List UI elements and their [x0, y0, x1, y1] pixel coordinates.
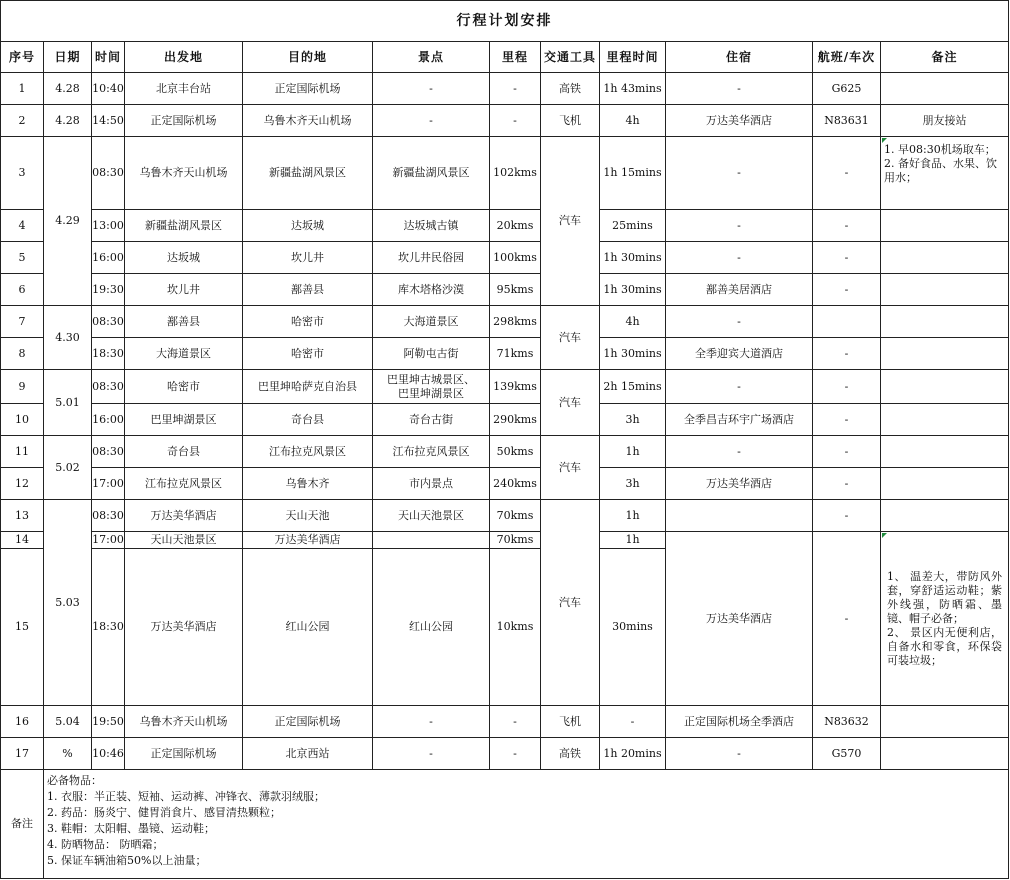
flight-cell: - [813, 137, 881, 210]
row-to-cell: 北京西站 [243, 738, 373, 770]
sheet-title: 行程计划安排 [0, 0, 1009, 42]
transport-cell: 高铁 [541, 73, 600, 105]
date-cell: 5.03 [44, 500, 92, 706]
row-dist-cell: - [490, 738, 541, 770]
transport-cell: 汽车 [541, 436, 600, 500]
remark-cell [881, 706, 1009, 738]
row-spot-cell: 巴里坤古城景区、 巴里坤湖景区 [373, 370, 490, 404]
row-no-cell: 16 [0, 706, 44, 738]
hotel-cell: 全季昌吉环宇广场酒店 [666, 404, 813, 436]
transport-cell: 汽车 [541, 370, 600, 436]
date-cell: 4.29 [44, 137, 92, 306]
header-cell: 时间 [92, 42, 125, 73]
header-cell: 出发地 [125, 42, 243, 73]
row-no-cell: 6 [0, 274, 44, 306]
transport-cell: 汽车 [541, 500, 600, 706]
row-time-cell: 10:46 [92, 738, 125, 770]
hotel-cell: - [666, 738, 813, 770]
footer-line: 2. 药品：肠炎宁、健胃消食片、感冒清热颗粒； [47, 806, 281, 819]
row-no-cell: 9 [0, 370, 44, 404]
footer-line: 1. 衣服：半正装、短袖、运动裤、冲锋衣、薄款羽绒服； [47, 790, 325, 803]
row-from-cell: 天山天池景区 [125, 532, 243, 549]
row-dist-cell: 139kms [490, 370, 541, 404]
row-no-cell: 4 [0, 210, 44, 242]
row-dur-cell: 4h [600, 105, 666, 137]
row-dist-cell: - [490, 105, 541, 137]
footer-line: 必备物品： [47, 774, 102, 787]
header-cell: 日期 [44, 42, 92, 73]
row-no-cell: 12 [0, 468, 44, 500]
row-time-cell: 08:30 [92, 436, 125, 468]
remark-cell [881, 468, 1009, 500]
row-from-cell: 乌鲁木齐天山机场 [125, 137, 243, 210]
row-time-cell: 19:30 [92, 274, 125, 306]
header-cell: 交通工具 [541, 42, 600, 73]
row-dist-cell: 10kms [490, 549, 541, 706]
header-cell: 序号 [0, 42, 44, 73]
row-time-cell: 18:30 [92, 338, 125, 370]
remark-cell [881, 500, 1009, 532]
header-cell: 里程 [490, 42, 541, 73]
row-no-cell: 14 [0, 532, 44, 549]
hotel-cell: - [666, 436, 813, 468]
row-spot-cell: 奇台古街 [373, 404, 490, 436]
row-time-cell: 08:30 [92, 306, 125, 338]
row-dur-cell: 1h [600, 532, 666, 549]
row-dist-cell: 95kms [490, 274, 541, 306]
row-to-cell: 红山公园 [243, 549, 373, 706]
row-spot-cell: 江布拉克风景区 [373, 436, 490, 468]
flight-cell: - [813, 370, 881, 404]
flight-cell [813, 306, 881, 338]
row-spot-cell: 库木塔格沙漠 [373, 274, 490, 306]
row-dist-cell: 102kms [490, 137, 541, 210]
row-to-cell: 巴里坤哈萨克自治县 [243, 370, 373, 404]
row-spot-cell: 阿勒屯古街 [373, 338, 490, 370]
row-no-cell: 17 [0, 738, 44, 770]
row-from-cell: 北京丰台站 [125, 73, 243, 105]
row-time-cell: 13:00 [92, 210, 125, 242]
row-spot-cell: 红山公园 [373, 549, 490, 706]
row-dist-cell: - [490, 73, 541, 105]
row-from-cell: 江布拉克风景区 [125, 468, 243, 500]
flight-cell: N83632 [813, 706, 881, 738]
row-dist-cell: 100kms [490, 242, 541, 274]
row-time-cell: 17:00 [92, 468, 125, 500]
comment-indicator-icon [882, 533, 887, 538]
row-to-cell: 哈密市 [243, 338, 373, 370]
row-time-cell: 16:00 [92, 242, 125, 274]
row-to-cell: 乌鲁木齐天山机场 [243, 105, 373, 137]
row-no-cell: 7 [0, 306, 44, 338]
row-time-cell: 19:50 [92, 706, 125, 738]
row-from-cell: 坎儿井 [125, 274, 243, 306]
row-to-cell: 坎儿井 [243, 242, 373, 274]
header-cell: 备注 [881, 42, 1009, 73]
row-no-cell: 1 [0, 73, 44, 105]
row-from-cell: 新疆盐湖风景区 [125, 210, 243, 242]
footer-line: 3. 鞋帽：太阳帽、墨镜、运动鞋； [47, 822, 215, 835]
row-to-cell: 天山天池 [243, 500, 373, 532]
flight-cell: - [813, 210, 881, 242]
remark-cell: 朋友接站 [881, 105, 1009, 137]
hotel-cell: - [666, 210, 813, 242]
remark-cell: 1、 温差大，带防风外套，穿舒适运动鞋；紫外线强，防晒霜、墨镜、帽子必备； 2、 景区内无便利店，自备水和零食，环保袋可装垃圾； [881, 532, 1009, 706]
hotel-cell: 全季迎宾大道酒店 [666, 338, 813, 370]
row-from-cell: 奇台县 [125, 436, 243, 468]
row-dist-cell: 240kms [490, 468, 541, 500]
row-to-cell: 万达美华酒店 [243, 532, 373, 549]
flight-cell: - [813, 500, 881, 532]
transport-cell: 飞机 [541, 105, 600, 137]
row-to-cell: 新疆盐湖风景区 [243, 137, 373, 210]
row-dur-cell: 1h [600, 436, 666, 468]
row-dur-cell: 1h 30mins [600, 274, 666, 306]
hotel-cell: 万达美华酒店 [666, 105, 813, 137]
remark-cell [881, 73, 1009, 105]
remark-cell [881, 306, 1009, 338]
footer-line: 5. 保证车辆油箱50%以上油量； [47, 854, 207, 867]
row-spot-cell: - [373, 706, 490, 738]
row-from-cell: 万达美华酒店 [125, 500, 243, 532]
row-from-cell: 哈密市 [125, 370, 243, 404]
remark-cell [881, 338, 1009, 370]
remark-cell [881, 404, 1009, 436]
date-cell: 4.30 [44, 306, 92, 370]
footer-line: 4. 防晒物品： 防晒霜； [47, 838, 164, 851]
row-from-cell: 达坂城 [125, 242, 243, 274]
flight-cell: - [813, 404, 881, 436]
transport-cell: 汽车 [541, 306, 600, 370]
row-from-cell: 巴里坤湖景区 [125, 404, 243, 436]
flight-cell: - [813, 436, 881, 468]
row-dist-cell: 298kms [490, 306, 541, 338]
row-time-cell: 08:30 [92, 137, 125, 210]
row-dist-cell: 71kms [490, 338, 541, 370]
row-spot-cell: 大海道景区 [373, 306, 490, 338]
header-cell: 住宿 [666, 42, 813, 73]
hotel-cell [666, 500, 813, 532]
row-spot-cell: - [373, 105, 490, 137]
hotel-cell: 万达美华酒店 [666, 532, 813, 706]
date-cell: 4.28 [44, 73, 92, 105]
row-to-cell: 正定国际机场 [243, 73, 373, 105]
flight-cell: - [813, 242, 881, 274]
remark-cell [881, 242, 1009, 274]
header-cell: 航班/车次 [813, 42, 881, 73]
transport-cell: 飞机 [541, 706, 600, 738]
hotel-cell: - [666, 242, 813, 274]
row-time-cell: 16:00 [92, 404, 125, 436]
date-cell: 5.04 [44, 706, 92, 738]
row-to-cell: 乌鲁木齐 [243, 468, 373, 500]
row-dist-cell: 70kms [490, 532, 541, 549]
row-dur-cell: 3h [600, 404, 666, 436]
row-no-cell: 5 [0, 242, 44, 274]
flight-cell: N83631 [813, 105, 881, 137]
hotel-cell: - [666, 73, 813, 105]
remark-cell [881, 436, 1009, 468]
row-dist-cell: 50kms [490, 436, 541, 468]
row-dist-cell: - [490, 706, 541, 738]
row-no-cell: 11 [0, 436, 44, 468]
row-time-cell: 08:30 [92, 370, 125, 404]
date-cell: 5.02 [44, 436, 92, 500]
flight-cell: - [813, 338, 881, 370]
row-time-cell: 18:30 [92, 549, 125, 706]
row-to-cell: 正定国际机场 [243, 706, 373, 738]
row-dur-cell: 1h 20mins [600, 738, 666, 770]
row-dist-cell: 290kms [490, 404, 541, 436]
row-from-cell: 乌鲁木齐天山机场 [125, 706, 243, 738]
header-cell: 里程时间 [600, 42, 666, 73]
footer-items [44, 770, 1009, 879]
row-dist-cell: 70kms [490, 500, 541, 532]
row-from-cell: 正定国际机场 [125, 738, 243, 770]
row-no-cell: 15 [0, 549, 44, 706]
remark-cell: 1. 早08:30机场取车； 2. 备好食品、水果、饮用水； [881, 137, 1009, 210]
remark-cell [881, 738, 1009, 770]
flight-cell: - [813, 468, 881, 500]
header-cell: 景点 [373, 42, 490, 73]
row-from-cell: 大海道景区 [125, 338, 243, 370]
row-spot-cell: 天山天池景区 [373, 500, 490, 532]
transport-cell: 高铁 [541, 738, 600, 770]
row-spot-cell: 坎儿井民俗园 [373, 242, 490, 274]
hotel-cell: 正定国际机场全季酒店 [666, 706, 813, 738]
row-spot-cell: 市内景点 [373, 468, 490, 500]
row-dur-cell: - [600, 706, 666, 738]
row-time-cell: 10:40 [92, 73, 125, 105]
row-dur-cell: 4h [600, 306, 666, 338]
date-cell: % [44, 738, 92, 770]
row-dur-cell: 30mins [600, 549, 666, 706]
row-to-cell: 奇台县 [243, 404, 373, 436]
row-dur-cell: 1h 30mins [600, 242, 666, 274]
date-cell: 5.01 [44, 370, 92, 436]
row-dur-cell: 1h [600, 500, 666, 532]
footer-label: 备注 [0, 770, 44, 879]
comment-indicator-icon [882, 138, 887, 143]
row-from-cell: 正定国际机场 [125, 105, 243, 137]
row-dur-cell: 25mins [600, 210, 666, 242]
transport-cell: 汽车 [541, 137, 600, 306]
row-dur-cell: 1h 15mins [600, 137, 666, 210]
flight-cell: G625 [813, 73, 881, 105]
flight-cell: - [813, 532, 881, 706]
row-dur-cell: 3h [600, 468, 666, 500]
row-from-cell: 万达美华酒店 [125, 549, 243, 706]
row-no-cell: 3 [0, 137, 44, 210]
row-to-cell: 达坂城 [243, 210, 373, 242]
row-to-cell: 江布拉克风景区 [243, 436, 373, 468]
row-dist-cell: 20kms [490, 210, 541, 242]
hotel-cell: 鄯善美居酒店 [666, 274, 813, 306]
row-spot-cell: - [373, 73, 490, 105]
header-cell: 目的地 [243, 42, 373, 73]
hotel-cell: - [666, 370, 813, 404]
row-from-cell: 鄯善县 [125, 306, 243, 338]
remark-cell [881, 210, 1009, 242]
row-spot-cell: 新疆盐湖风景区 [373, 137, 490, 210]
hotel-cell: - [666, 306, 813, 338]
row-time-cell: 08:30 [92, 500, 125, 532]
row-time-cell: 14:50 [92, 105, 125, 137]
row-dur-cell: 2h 15mins [600, 370, 666, 404]
row-dur-cell: 1h 30mins [600, 338, 666, 370]
row-to-cell: 鄯善县 [243, 274, 373, 306]
row-no-cell: 10 [0, 404, 44, 436]
row-spot-cell: 达坂城古镇 [373, 210, 490, 242]
row-no-cell: 13 [0, 500, 44, 532]
row-no-cell: 2 [0, 105, 44, 137]
row-dur-cell: 1h 43mins [600, 73, 666, 105]
row-spot-cell: - [373, 738, 490, 770]
row-time-cell: 17:00 [92, 532, 125, 549]
flight-cell: - [813, 274, 881, 306]
remark-cell [881, 370, 1009, 404]
hotel-cell: - [666, 137, 813, 210]
date-cell: 4.28 [44, 105, 92, 137]
row-no-cell: 8 [0, 338, 44, 370]
hotel-cell: 万达美华酒店 [666, 468, 813, 500]
row-to-cell: 哈密市 [243, 306, 373, 338]
row-spot-cell [373, 532, 490, 549]
flight-cell: G570 [813, 738, 881, 770]
remark-cell [881, 274, 1009, 306]
